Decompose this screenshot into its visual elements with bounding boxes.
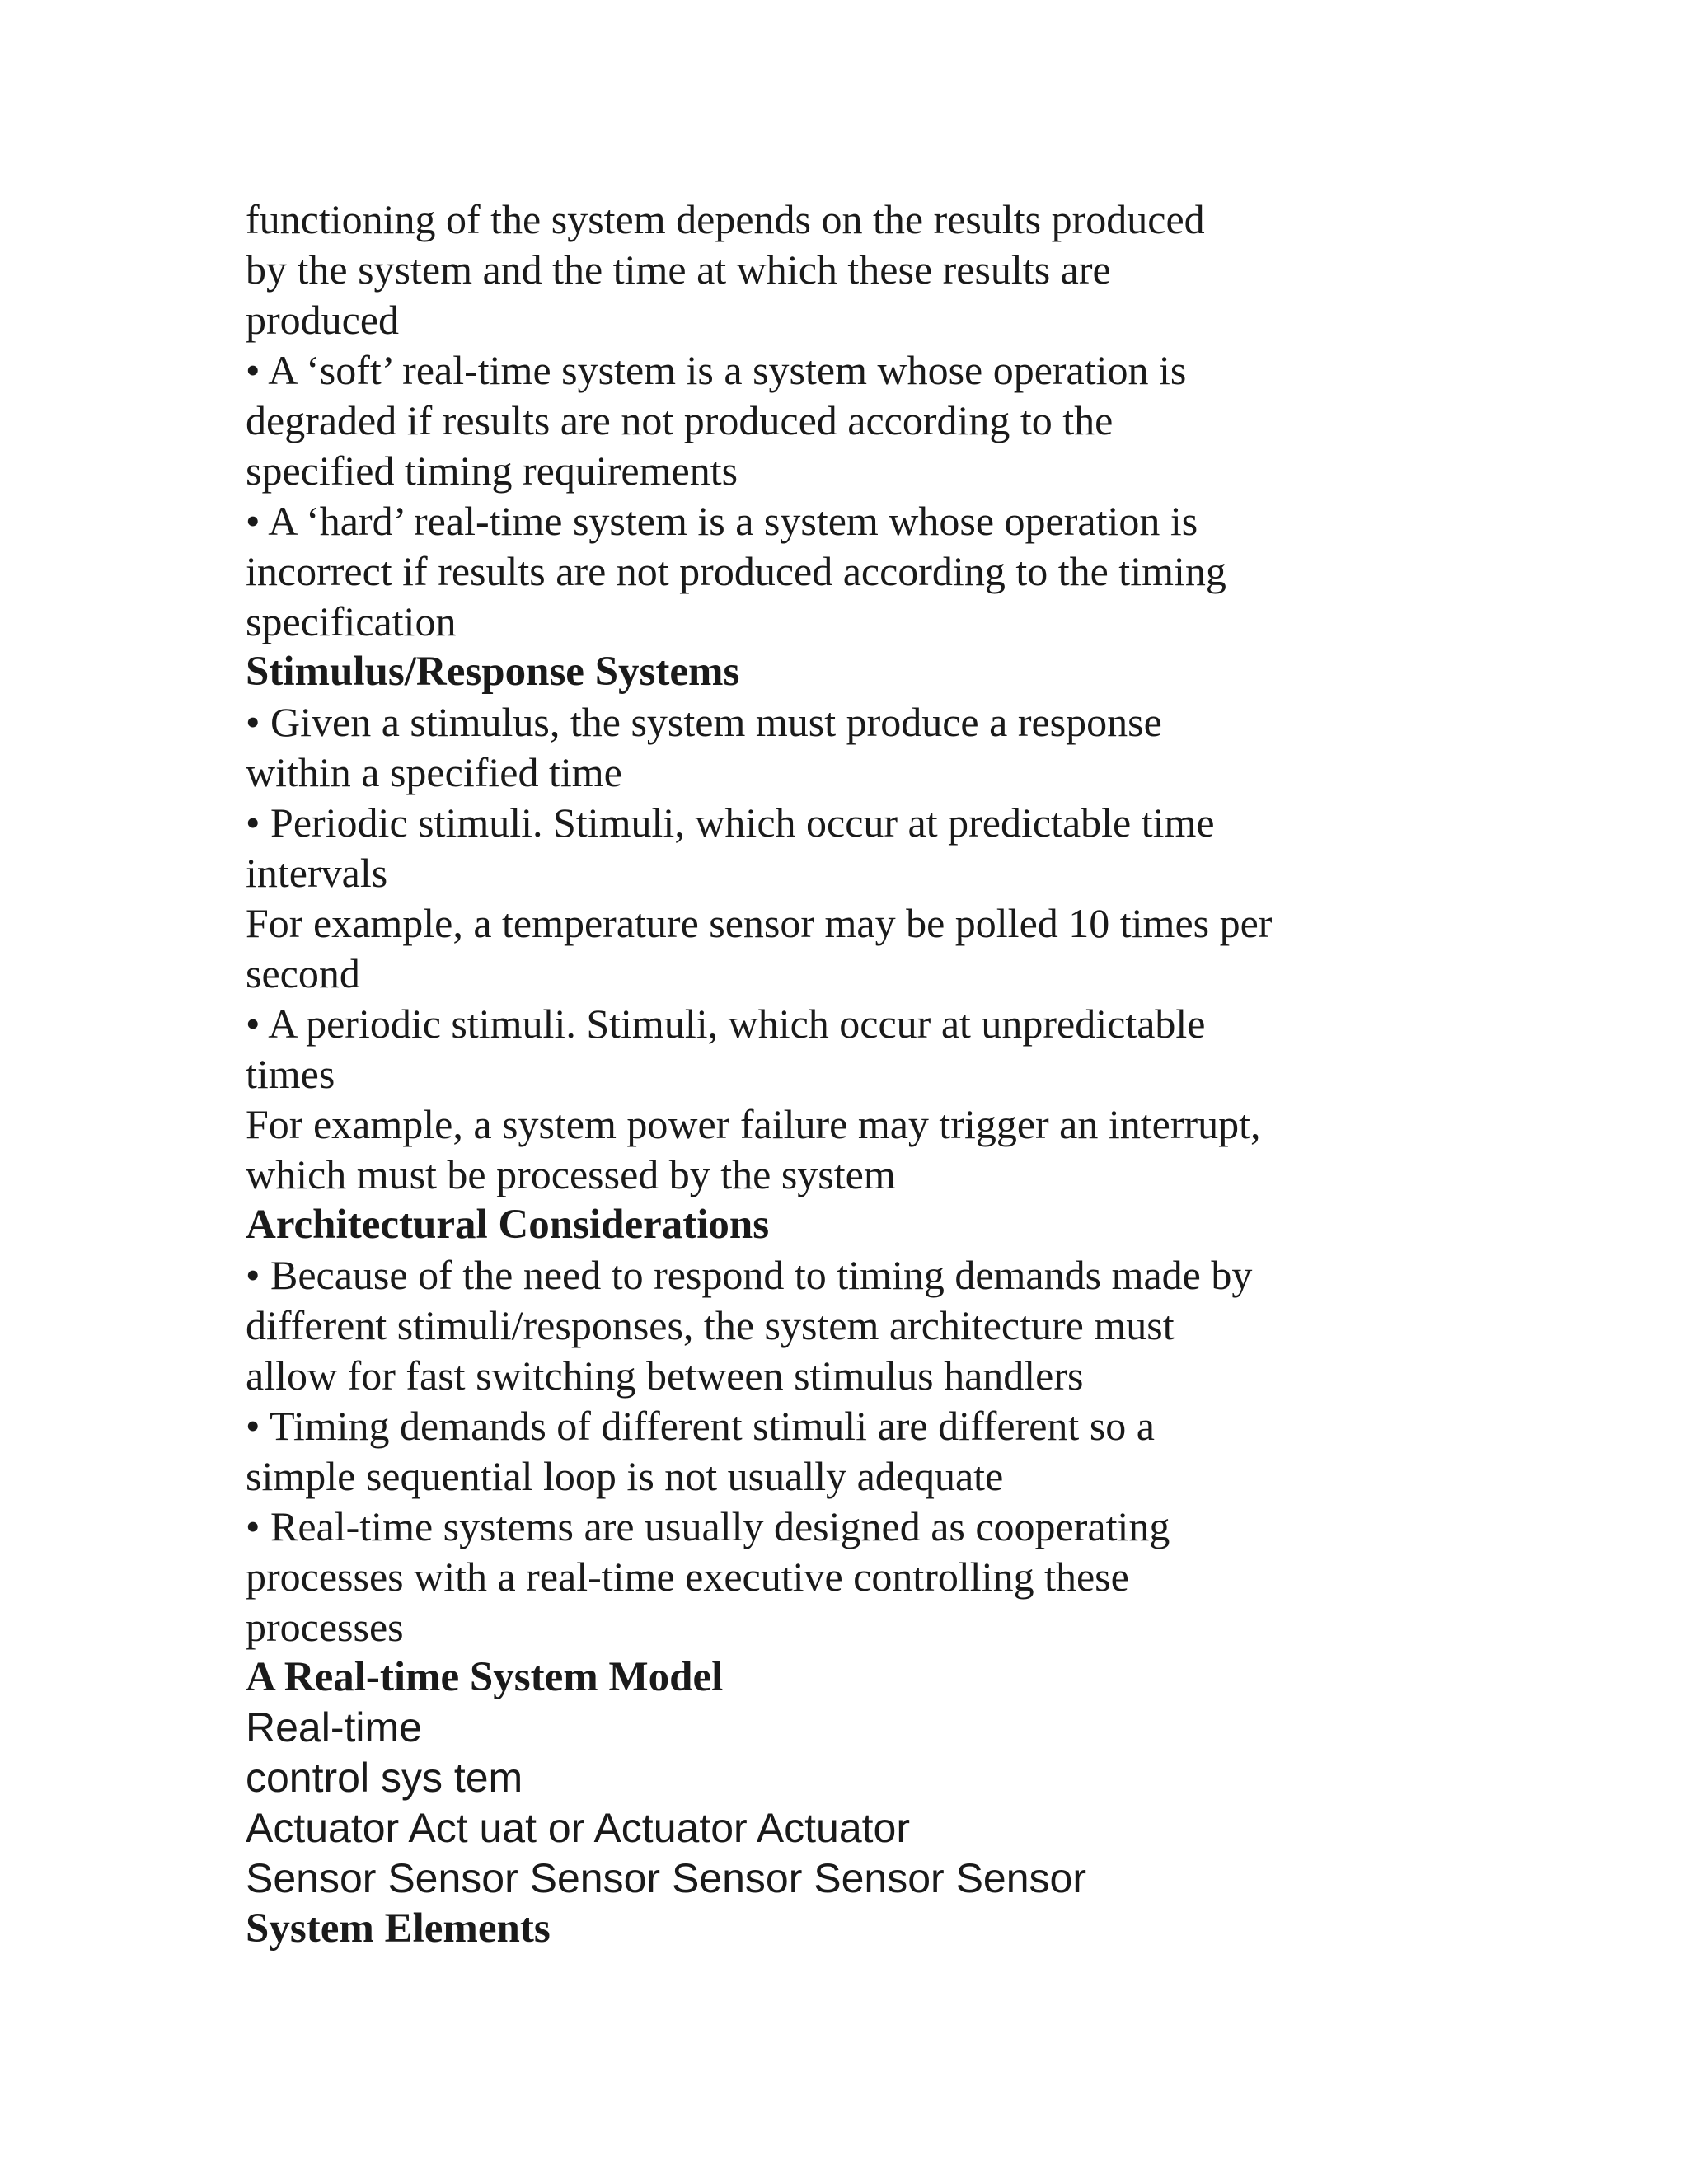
diagram-label-line: Real-time: [246, 1704, 422, 1750]
body-text-line: simple sequential loop is not usually adequate: [246, 1453, 1004, 1499]
body-text-line: times: [246, 1051, 335, 1097]
body-text-line: functioning of the system depends on the results produced: [246, 196, 1205, 242]
diagram-actuators-line: Actuator Act uat or Actuator Actuator: [246, 1805, 911, 1851]
diagram-sensors-line: Sensor Sensor Sensor Sensor Sensor Sensor: [246, 1855, 1086, 1901]
section-heading-system-elements: System Elements: [246, 1905, 551, 1952]
bullet-periodic-stimuli: • Periodic stimuli. Stimuli, which occur at predictable time: [246, 799, 1215, 846]
example-text-line: For example, a temperature sensor may be polled 10 times per: [246, 900, 1273, 946]
section-heading-architectural-considerations: Architectural Considerations: [246, 1202, 770, 1248]
body-text-line: specification: [246, 598, 457, 644]
body-text-line: processes: [246, 1604, 404, 1650]
document-page: [246, 194, 1441, 1954]
body-text-line: by the system and the time at which these results are: [246, 246, 1111, 293]
body-text-line: degraded if results are not produced according to the: [246, 397, 1114, 443]
body-text-line: different stimuli/responses, the system architecture must: [246, 1302, 1175, 1348]
diagram-label-line: control sys tem: [246, 1755, 523, 1801]
example-text-line: For example, a system power failure may trigger an interrupt,: [246, 1101, 1261, 1147]
bullet-cooperating-processes: • Real-time systems are usually designed as cooperating: [246, 1503, 1170, 1549]
bullet-given-stimulus: • Given a stimulus, the system must produce a response: [246, 699, 1162, 745]
body-text-line: second: [246, 950, 360, 996]
bullet-hard-realtime: • A ‘hard’ real-time system is a system whose operation is: [246, 498, 1198, 544]
body-text-line: within a specified time: [246, 749, 622, 795]
body-text-line: intervals: [246, 850, 388, 896]
body-text-line: processes with a real-time executive controlling these: [246, 1554, 1129, 1600]
body-text-line: which must be processed by the system: [246, 1151, 896, 1197]
body-text-line: incorrect if results are not produced according to the timing: [246, 548, 1226, 594]
bullet-aperiodic-stimuli: • A periodic stimuli. Stimuli, which occur at unpredictable: [246, 1001, 1206, 1047]
section-heading-stimulus-response: Stimulus/Response Systems: [246, 649, 740, 695]
bullet-different-timing: • Timing demands of different stimuli are different so a: [246, 1403, 1155, 1449]
bullet-timing-demands: • Because of the need to respond to timing demands made by: [246, 1252, 1253, 1298]
body-text-line: specified timing requirements: [246, 448, 738, 494]
body-text-line: allow for fast switching between stimulus handlers: [246, 1352, 1084, 1399]
section-heading-system-model: A Real-time System Model: [246, 1654, 724, 1700]
bullet-soft-realtime: • A ‘soft’ real-time system is a system whose operation is: [246, 347, 1187, 393]
body-text-line: produced: [246, 297, 400, 343]
